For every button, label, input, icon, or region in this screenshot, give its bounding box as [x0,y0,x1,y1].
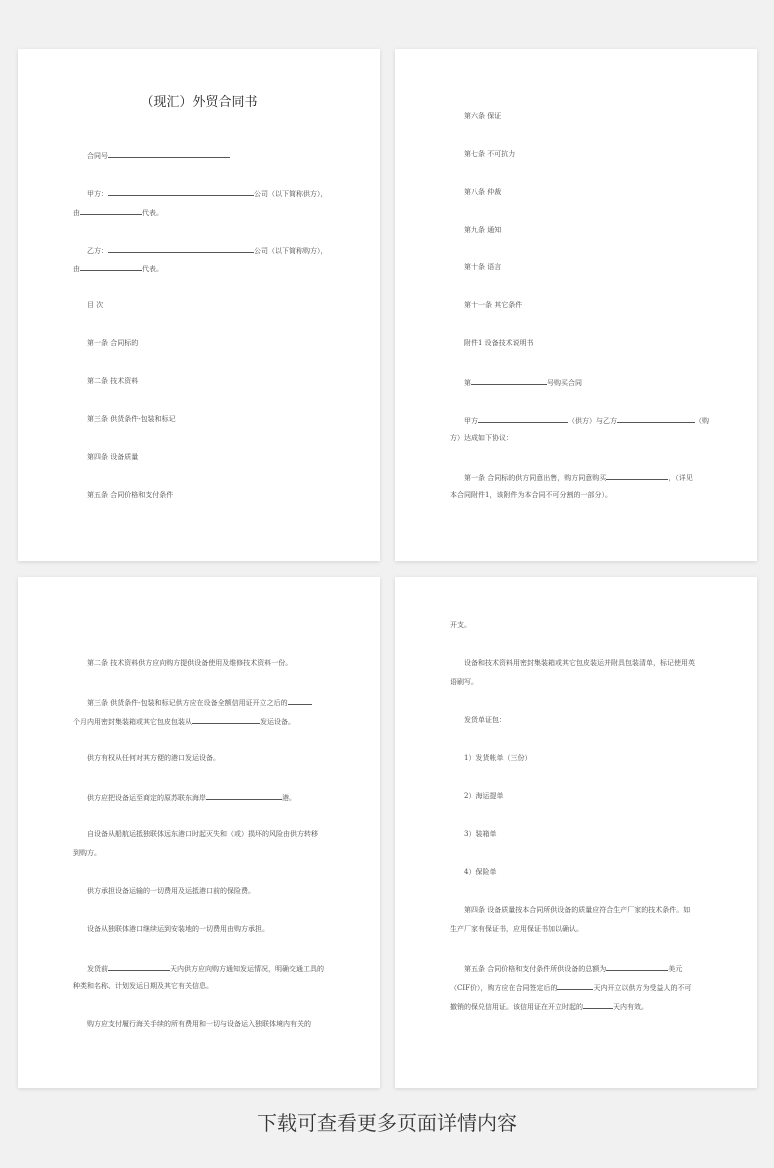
toc-item: 第四条 设备质量 [87,453,139,461]
toc-item: 第一条 合同标的 [87,339,139,347]
toc-item: 第十条 语言 [464,263,502,271]
blank-field [108,150,230,158]
blank-field [80,263,142,271]
article-1-line-2: 本合同附件1，该附件为本合同不可分割的一部分）。 [450,491,612,499]
paragraph: 自设备从船航运抵独联体远东港口时起灭失和（或）损坏的风险由供方转移 [87,830,318,838]
list-item: 2）海运提单 [464,792,504,800]
document-page-4 [395,577,757,1088]
article-3-line: 第三条 供货条件-包装和标记供方应在设备全额信用证开立之后的 [87,697,312,708]
blank-field [557,982,593,990]
toc-item: 附件1 设备技术说明书 [464,339,534,347]
list-item: 3）装箱单 [464,830,497,838]
paragraph: 语刷写。 [450,678,478,686]
party-b-line: 乙方： 公司（以下简称购方）， [87,247,328,255]
blank-field [471,377,547,385]
blank-field [617,415,695,423]
parties-line: 甲方 （供方）与乙方 （购 [464,417,709,425]
document-page-1 [18,49,380,561]
toc-heading: 目 次 [87,301,104,309]
paragraph: 到购方。 [73,849,101,857]
article-5-line-3: 撤销的保兑信用证。该信用证在开立时起的 天内有效。 [450,1003,648,1011]
docs-heading: 发货单证包： [464,716,506,724]
download-more-link[interactable]: 下载可查看更多页面详情内容 [257,1111,517,1135]
party-a-line: 甲方： 公司（以下简称供方）， [87,190,328,198]
blank-field [583,1001,613,1009]
toc-item: 第九条 通知 [464,226,502,234]
list-item: 4）保险单 [464,868,497,876]
document-page-2 [395,49,757,561]
delivery-line: 供方应把设备运至商定的原苏联东海岸 港。 [87,794,296,802]
blank-field [108,963,170,971]
document-page-3 [18,577,380,1088]
paragraph: 设备和技术资料用密封集装箱或其它包皮装运并附具包装清单，标记使用英 [464,659,695,667]
parties-line-2: 方）达成如下协议： [450,434,513,442]
party-b-rep-line: 由 代表。 [73,265,163,273]
blank-field [108,188,254,196]
article-2: 第二条 技术资料供方应向购方提供设备使用及维修技术资料一份。 [87,659,293,667]
paragraph: 购方应支付履行海关手续的所有费用和一切与设备运入独联体境内有关的 [87,1020,311,1028]
toc-item: 第三条 供货条件-包装和标记 [87,415,176,423]
purchase-contract-line: 第 号购买合同 [464,379,582,387]
toc-item: 第二条 技术资料 [87,377,139,385]
blank-field [206,792,282,800]
party-a-rep-line: 由 代表。 [73,209,163,217]
paragraph: 设备从独联体港口继续运到安装地的一切费用由购方承担。 [87,925,269,933]
paragraph: 供方有权从任何对其方便的港口发运设备。 [87,754,220,762]
article-4-line-2: 生产厂家有保证书，应用保证书加以确认。 [450,925,583,933]
blank-field [606,963,668,971]
toc-item: 第八条 仲裁 [464,188,502,196]
toc-item: 第五条 合同价格和支付条件 [87,491,174,499]
blank-field [108,245,254,253]
paragraph: 供方承担设备运输的一切费用及运抵港口前的保险费。 [87,887,255,895]
blank-field [80,207,142,215]
blank-field [192,716,260,724]
page-title: （现汇）外贸合同书 [140,95,258,110]
blank-field [288,697,312,705]
paragraph: 开支。 [450,621,471,629]
toc-item: 第七条 不可抗力 [464,150,516,158]
article-5-line-2: （CIF价），购方应在合同签定后的 天内开立以供方为受益人的不可 [450,984,692,992]
article-3-line-2: 个月内用密封集装箱或其它包皮包装从 发运设备。 [73,718,295,726]
blank-field [478,415,568,423]
toc-item: 第十一条 其它条件 [464,301,523,309]
list-item: 1）发货帐单（三份） [464,754,532,762]
article-1-line: 第一条 合同标的供方同意出售，购方同意购买 ，（详见 [464,474,693,482]
article-5-line: 第五条 合同价格和支付条件所供设备的总额为 美元 [464,965,683,973]
toc-item: 第六条 保证 [464,112,502,120]
article-4: 第四条 设备质量按本合同所供设备的质量应符合生产厂家的技术条件。如 [464,906,691,914]
contract-no-line: 合同号 [87,150,230,161]
notice-line: 发货前 天内供方应向购方通知发运情况，明确交通工具的 [87,965,324,973]
blank-field [606,472,668,480]
paragraph: 种类和名称、计划发运日期及其它有关信息。 [73,982,213,990]
